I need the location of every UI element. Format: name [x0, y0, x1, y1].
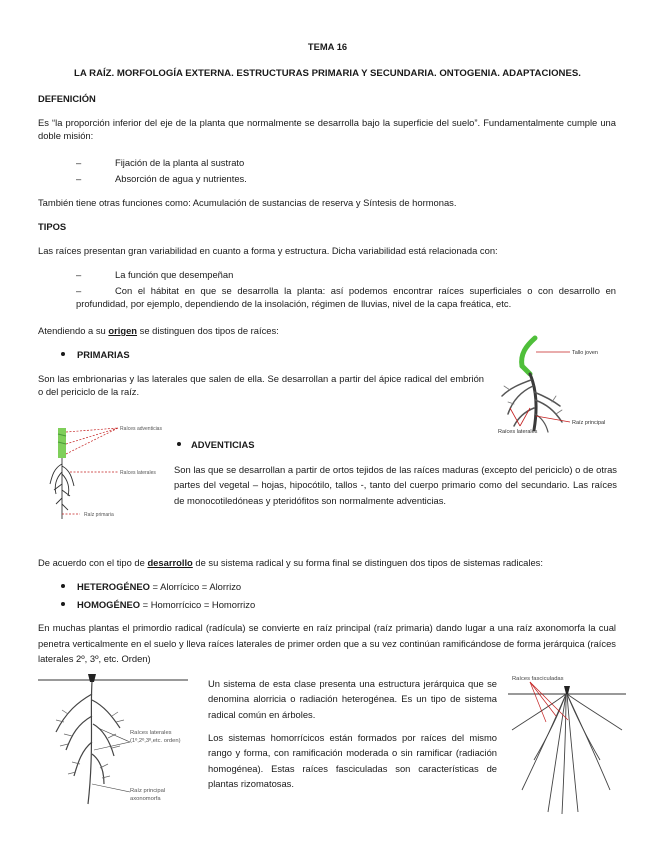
desarrollo-pre: De acuerdo con el tipo de	[38, 557, 145, 568]
label-raices-laterales-adv: Raíces laterales	[120, 470, 156, 476]
tema-heading: TEMA 16	[307, 41, 348, 52]
label-raiz-primaria: Raíz primaria	[84, 512, 114, 518]
adventicias-heading: ADVENTICIAS	[191, 439, 255, 450]
desarrollo-post: de su sistema radical y su forma final se distinguen dos tipos de sistemas radicales:	[195, 557, 543, 568]
definicion-item-1: Fijación de la planta al sustrato	[115, 157, 245, 168]
definicion-heading: DEFENICIÓN	[38, 93, 96, 104]
list-dash: –	[76, 157, 82, 168]
axonomorfa-figure	[38, 672, 196, 814]
bullet-dot	[61, 584, 65, 588]
tipos-item-2: Con el hábitat en que se desarrolla la planta: así podemos encontrar raíces superficiales o con desarrollo en profundidad, por ejemplo, dependiendo de la insolación, régimen de lluvias, nivel de la capa freática, etc.	[76, 285, 616, 309]
adventicia-figure	[44, 424, 170, 524]
origen-word: origen	[108, 325, 138, 336]
label-raices-laterales: Raíces laterales	[498, 429, 538, 435]
desarrollo-item-1	[77, 580, 241, 593]
homogeneo-def: = Homorrícico = Homorrizo	[142, 599, 256, 610]
bullet-dot	[61, 602, 65, 606]
label-raices-fasciculadas: Raíces fasciculadas	[512, 676, 564, 682]
origen-line	[38, 324, 279, 337]
homogeneo-term: HOMOGÉNEO	[77, 599, 141, 610]
label-axonomorfa: axonomorfa	[130, 796, 161, 802]
tipos-heading: TIPOS	[38, 221, 67, 232]
adventicias-text: Son las que se desarrollan a partir de ortos tejidos de las raíces maduras (excepto del periciclo) o de otras partes del vegetal – hojas, hipocótilo, tallos -, tanto del cuerpo primario como del secundario. Las raíces de monocotiledóneas y pteridófitos son normalmente adventicias.	[174, 464, 617, 506]
alorricia-text: Un sistema de esta clase presenta una estructura jerárquica que se denomina alorricia o radiación heterogénea. Es un tipo de sistema radical común en árboles.	[208, 678, 497, 720]
heterogeneo-def: = Alorrícico = Alorrizo	[152, 581, 242, 592]
label-raiz-principal-axono: Raíz principal	[130, 788, 166, 794]
label-raiz-principal: Raíz principal	[572, 420, 606, 426]
primarias-heading: PRIMARIAS	[77, 349, 130, 360]
fasciculada-figure	[506, 672, 630, 818]
desarrollo-item-2	[77, 598, 255, 611]
desarrollo-paragraph: En muchas plantas el primordio radical (radícula) se convierte en raíz principal (raíz primaria) dando lugar a una raíz axonomorfa la cual penetra verticalmente en el suelo y lleva raíces laterales de primer orden que a su vez continúan ramificándose de forma jerárquica (raíces laterales 2º, 3º, etc. Orden)	[38, 622, 616, 664]
origen-pre: Atendiendo a su	[38, 325, 106, 336]
list-dash: –	[76, 285, 82, 296]
list-dash: –	[76, 173, 82, 184]
label-raices-adventicias: Raíces adventicias	[120, 426, 162, 432]
document-title: LA RAÍZ. MORFOLOGÍA EXTERNA. ESTRUCTURAS PRIMARIA Y SECUNDARIA. ONTOGENIA. ADAPTACIONES.	[74, 68, 581, 79]
bullet-dot	[177, 442, 181, 446]
heterogeneo-term: HETEROGÉNEO	[77, 581, 150, 592]
origen-post: se distinguen dos tipos de raíces:	[139, 325, 279, 336]
homorricia-text: Los sistemas homorrícicos están formados por raíces del mismo rango y forma, con ramificación moderada o sin ramificar (radiación homogénea). Estas raíces fasciculadas son características de plantas rizomatosas.	[208, 732, 497, 789]
tipos-intro: Las raíces presentan gran variabilidad en cuanto a forma y estructura. Dicha variabilidad está relacionada con:	[38, 245, 498, 256]
label-raices-laterales-axono: Raíces laterales	[130, 730, 172, 736]
definicion-extra: También tiene otras funciones como: Acumulación de sustancias de reserva y Síntesis de hormonas.	[38, 197, 457, 208]
primarias-text: Son las embrionarias y las laterales que salen de ella. Se desarrollan a partir del ápice radical del embrión o del periciclo de la raíz.	[38, 373, 484, 397]
label-orden: (1º,2º,3º,etc. orden)	[130, 738, 181, 744]
definicion-item-2: Absorción de agua y nutrientes.	[115, 173, 247, 184]
desarrollo-line	[38, 556, 543, 569]
list-dash: –	[76, 269, 82, 280]
desarrollo-word: desarrollo	[147, 557, 193, 568]
tipos-item-1: La función que desempeñan	[115, 269, 234, 280]
seedling-figure	[490, 330, 630, 440]
bullet-dot	[61, 352, 65, 356]
definicion-text: Es “la proporción inferior del eje de la planta que normalmente se desarrolla bajo la superficie del suelo”. Fundamentalmente cumple una doble misión:	[38, 117, 616, 141]
label-tallo-joven: Tallo joven	[572, 350, 598, 356]
